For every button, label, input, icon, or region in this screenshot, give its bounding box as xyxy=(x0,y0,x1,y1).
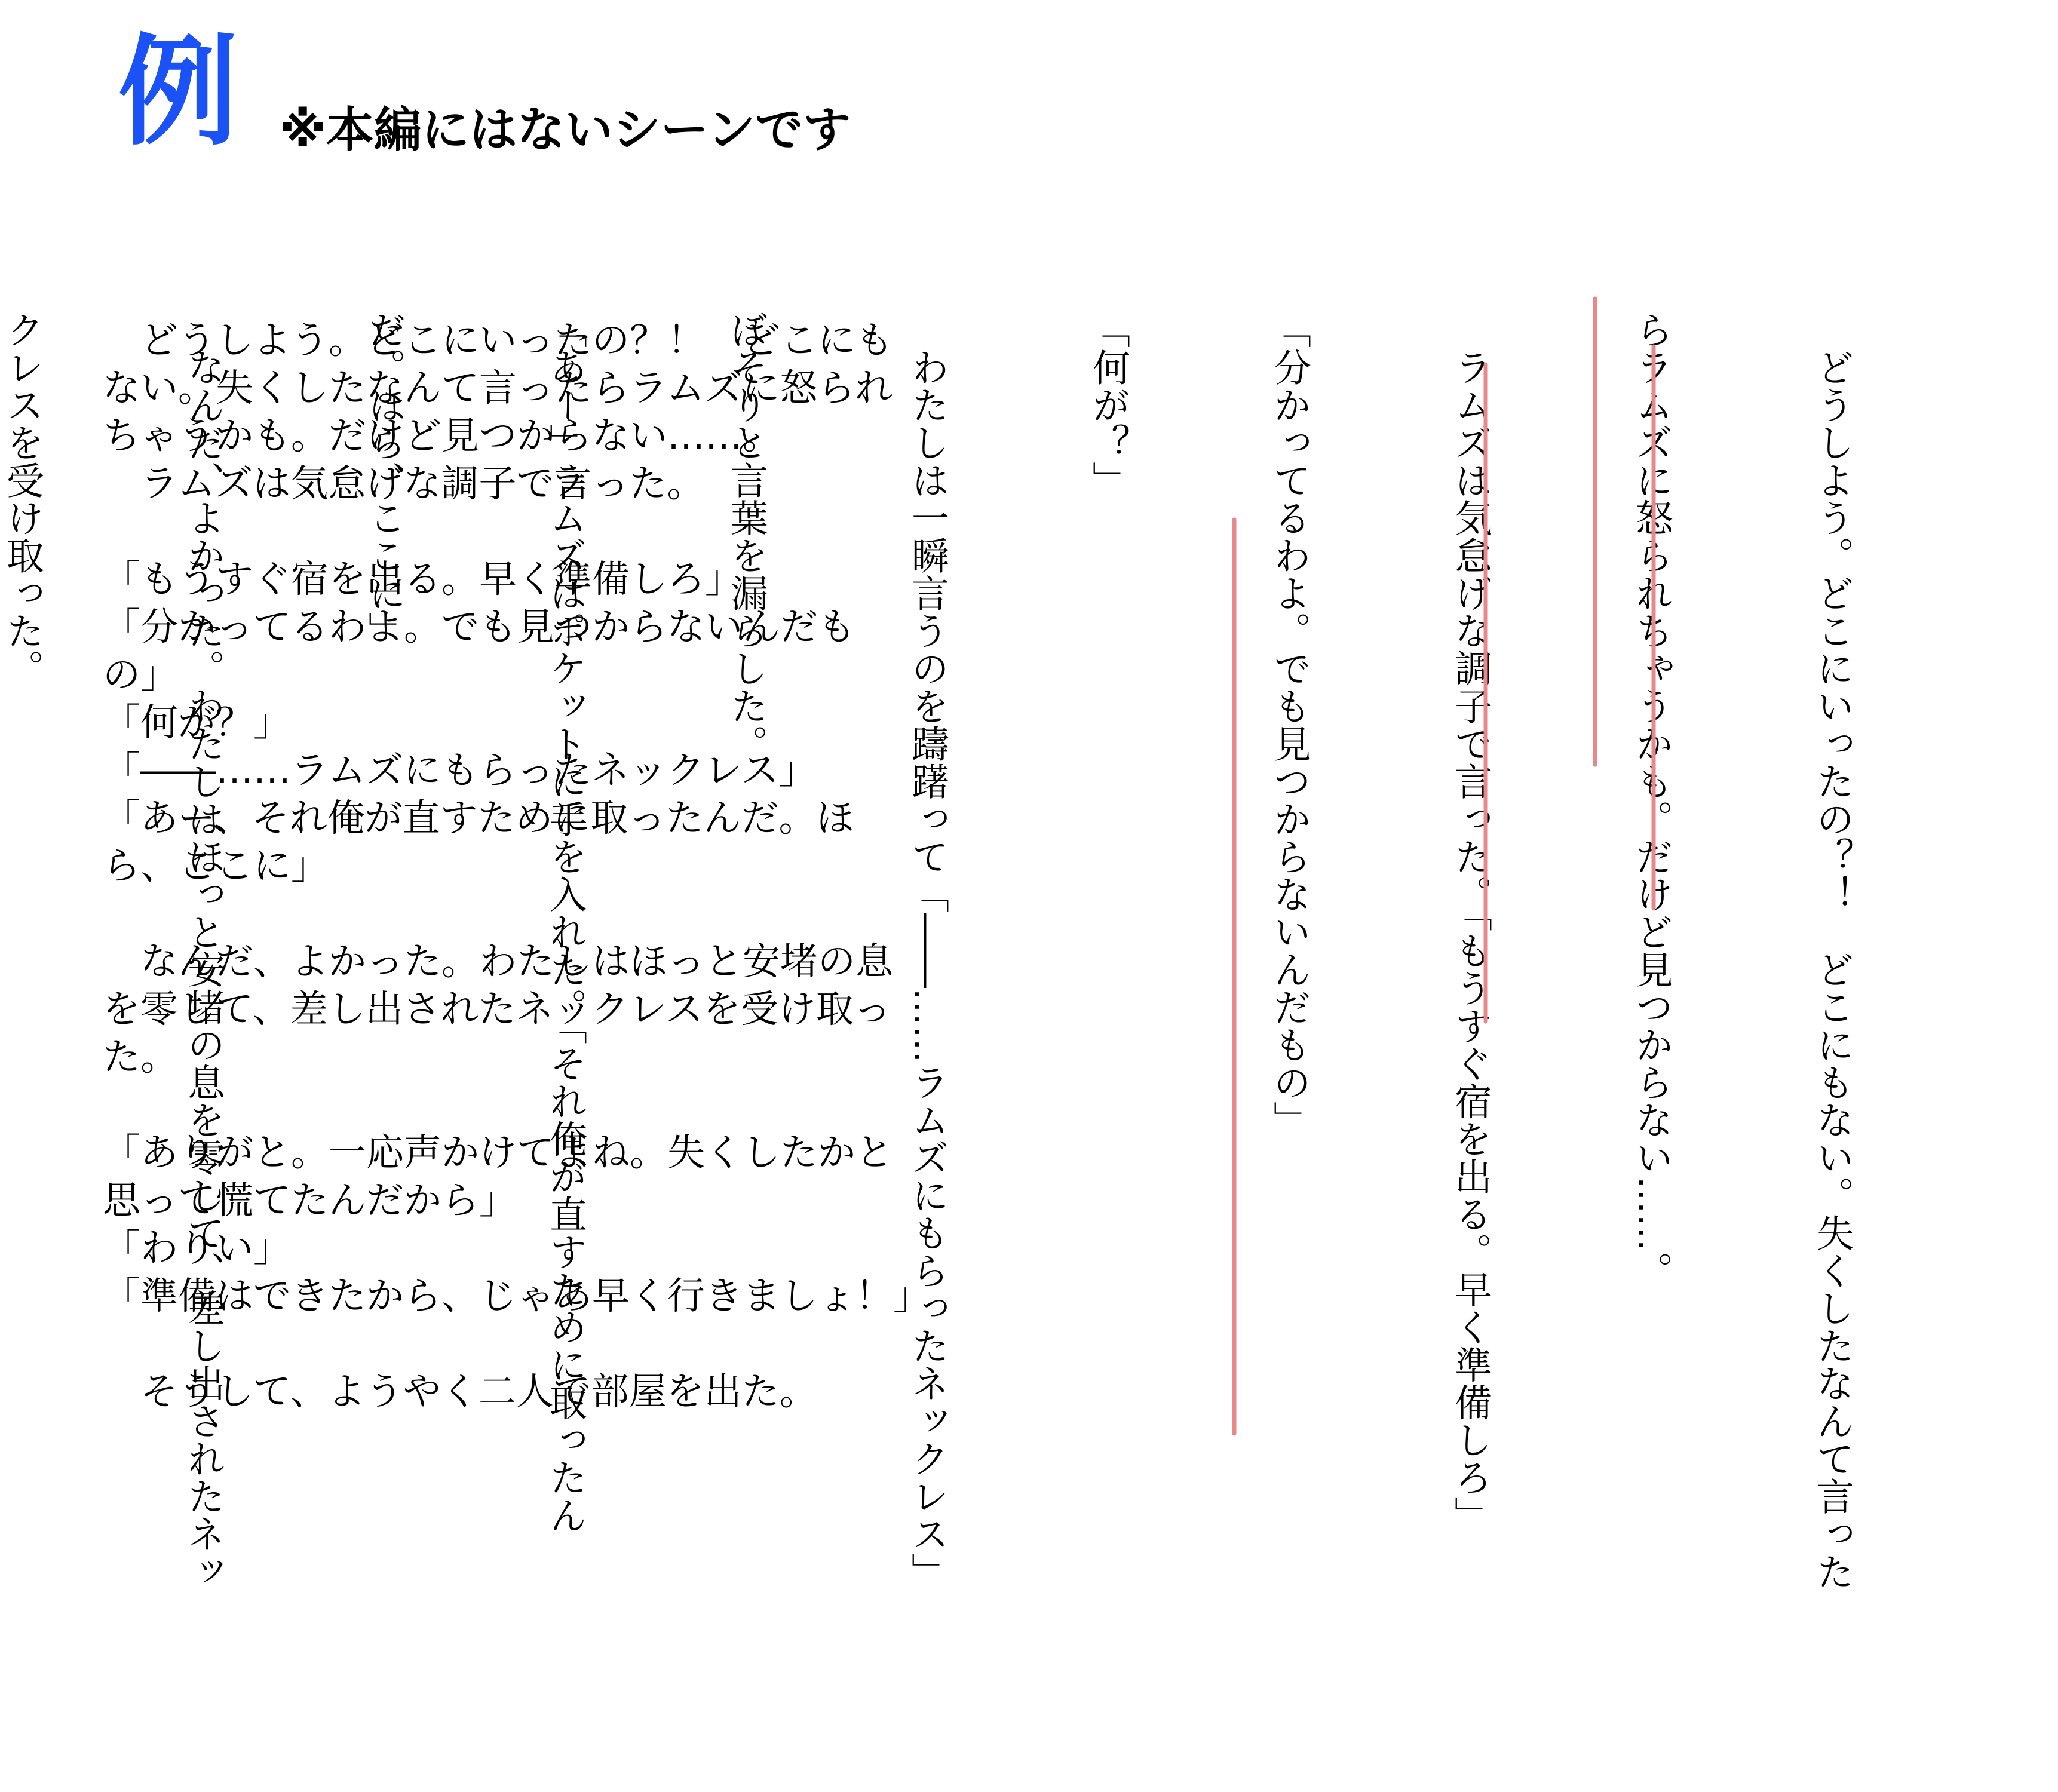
title-note: ※本編にはないシーンです xyxy=(280,102,851,158)
vertical-line: クレスを受け取った。 xyxy=(1,311,44,687)
vertical-line: 「何が？」 xyxy=(1087,311,1130,499)
paragraph: 「もうすぐ宿を出る。早く準備しろ」 「分かってるわよ。でも見つからないんだもの」 「何が？」 「――……ラムズにもらったネックレス」 「あー、それ俺が直すために取ったんだ。ほら、ここに」 xyxy=(103,557,855,888)
vertical-line: わたしは一瞬言うのを躊躇って「――……ラムズにもらったネックレス」 xyxy=(906,311,949,1590)
vertical-line: 「あー」ラムズはポケットに手を入れた。「それ俺が直すために取ったん xyxy=(544,311,587,1534)
vertical-line: なんだ、よかった。わたしはほっと安堵の息を零して、差し出されたネッ xyxy=(182,311,225,1590)
vertical-line: だ。ほら、ここに」 xyxy=(363,311,406,649)
paragraph: なんだ、よかった。わたしはほっと安堵の息を零して、差し出されたネックレスを受け取った。 xyxy=(103,940,893,1079)
vertical-line: ぼそりと言葉を漏らした。 xyxy=(725,311,768,762)
vertical-line: 「分かってるわよ。でも見つからないんだもの」 xyxy=(1268,311,1311,1139)
title-example-mark: 例 xyxy=(118,23,238,162)
paragraph: そうして、ようやく二人で部屋を出た。 xyxy=(103,1370,817,1413)
vertical-line: らラムズに怒られちゃうかも。だけど見つからない……。 xyxy=(1630,311,1673,1289)
paragraph: どうしよう。どこにいったの？！ どこにもない。失くしたなんて言ったらラムズに怒られちゃうかも。だけど見つからない……。 ラムズは気怠げな調子で言った。 xyxy=(103,318,893,505)
vertical-line: ラムズは気怠げな調子で言った。「もうすぐ宿を出る。早く準備しろ」 xyxy=(1449,311,1492,1534)
vertical-line: どうしよう。どこにいったの？！ どこにもない。失くしたなんて言った xyxy=(1811,311,1854,1590)
paragraph: 「ありがと。一応声かけてよね。失くしたかと思って慌てたんだから」 「わりい」 「準備はできたから、じゃあ早く行きましょ！」 xyxy=(103,1131,931,1318)
